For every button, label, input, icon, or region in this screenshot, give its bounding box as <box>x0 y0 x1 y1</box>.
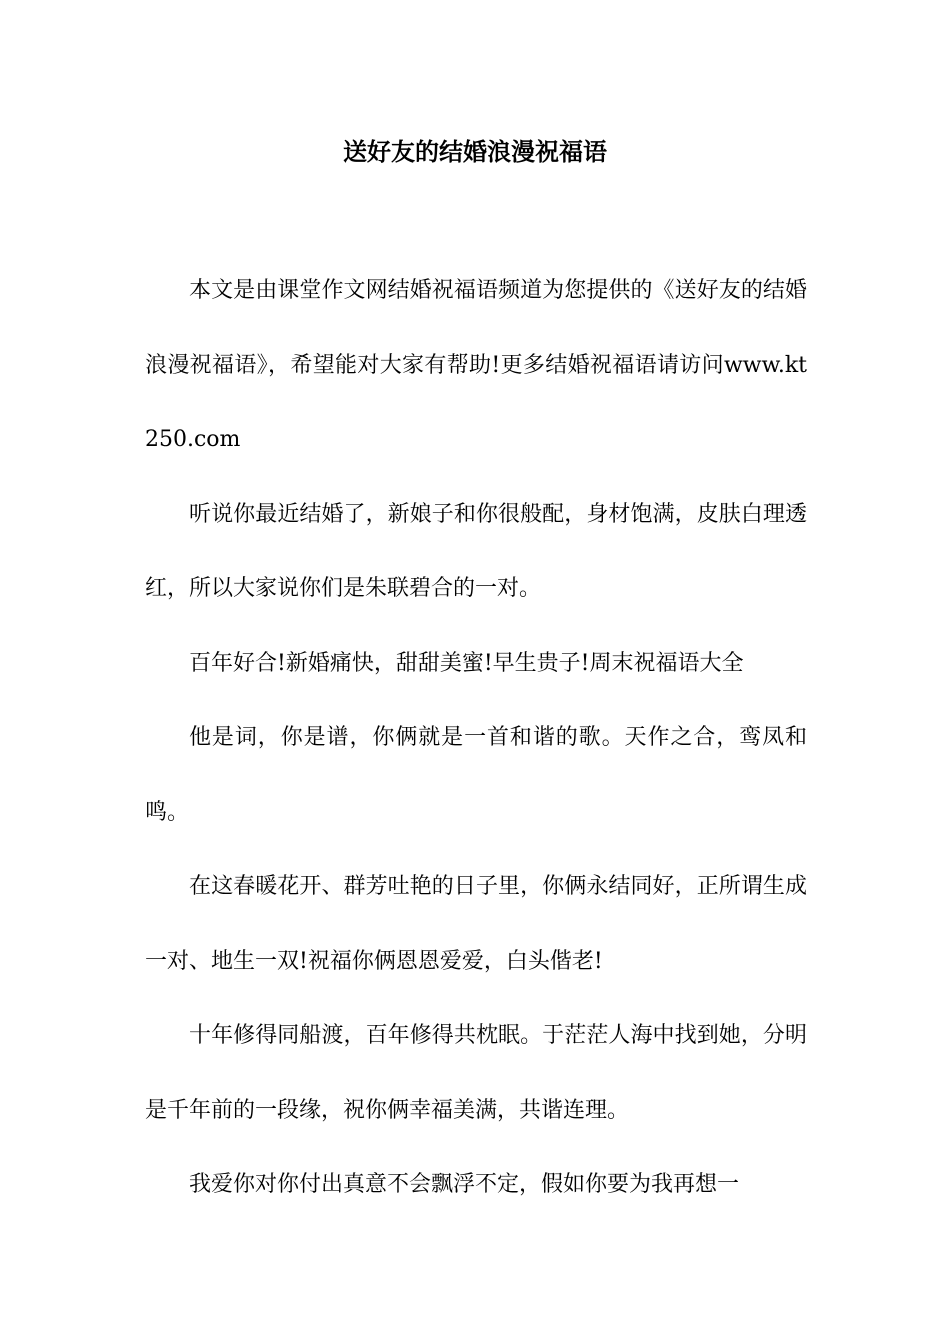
paragraph: 在这春暖花开、群芳吐艳的日子里，你俩永结同好，正所谓生成一对、地生一双!祝福你俩恩恩爱爱，白头偕老! <box>145 874 807 974</box>
paragraph: 百年好合!新婚痛快，甜甜美蜜!早生贵子!周末祝福语大全 <box>189 650 744 676</box>
paragraph: 十年修得同船渡，百年修得共枕眠。于茫茫人海中找到她，分明是千年前的一段缘，祝你俩幸福美满，共谐连理。 <box>145 1023 807 1123</box>
paragraph: 我爱你对你付出真意不会飘浮不定，假如你要为我再想一 <box>189 1172 740 1197</box>
paragraph: 听说你最近结婚了，新娘子和你很般配，身材饱满，皮肤白理透红，所以大家说你们是朱联碧合的一对。 <box>145 501 807 601</box>
paragraph: 本文是由课堂作文网结婚祝福语频道为您提供的《送好友的结婚浪漫祝福语》，希望能对大家有帮助!更多结婚祝福语请访问www.kt250.com <box>145 278 807 452</box>
paragraph: 他是词，你是谱，你俩就是一首和谐的歌。天作之合，鸾凤和鸣。 <box>145 725 807 825</box>
document-title: 送好友的结婚浪漫祝福语 <box>343 137 607 166</box>
document-body <box>145 254 807 1223</box>
